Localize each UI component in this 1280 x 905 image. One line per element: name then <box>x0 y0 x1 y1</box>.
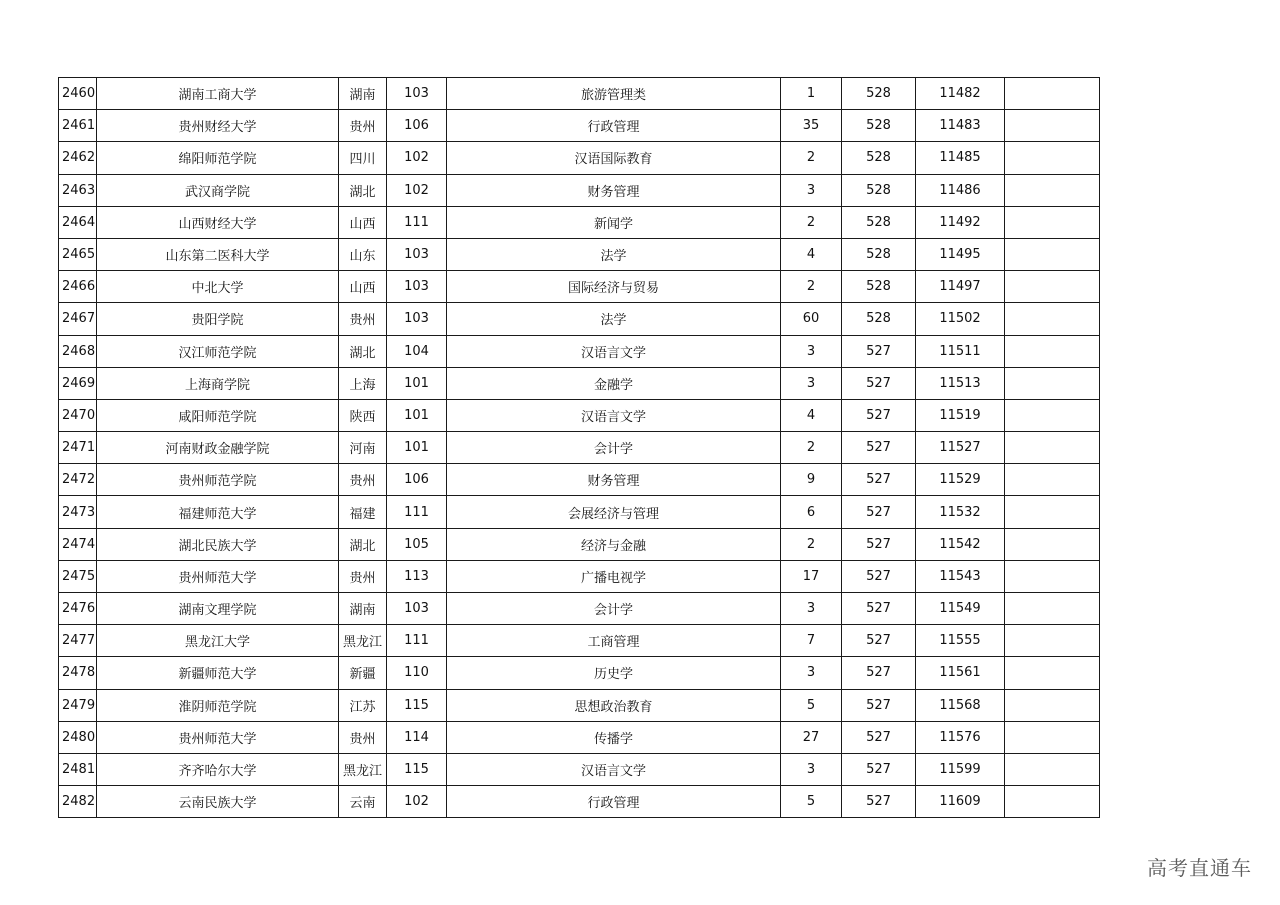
remarks-cell <box>1005 753 1100 785</box>
min-score-cell: 527 <box>842 496 916 528</box>
plan-count-cell: 5 <box>781 786 842 818</box>
min-rank-cell: 11482 <box>916 78 1005 110</box>
plan-count-cell: 3 <box>781 335 842 367</box>
row-number-cell: 2482 <box>59 786 97 818</box>
min-rank-cell: 11532 <box>916 496 1005 528</box>
major-name-cell: 汉语言文学 <box>447 753 781 785</box>
province-cell: 河南 <box>339 432 387 464</box>
row-number-cell: 2466 <box>59 271 97 303</box>
row-number-cell: 2469 <box>59 367 97 399</box>
group-code-cell: 106 <box>387 464 447 496</box>
plan-count-cell: 35 <box>781 110 842 142</box>
remarks-cell <box>1005 367 1100 399</box>
plan-count-cell: 17 <box>781 560 842 592</box>
major-name-cell: 财务管理 <box>447 464 781 496</box>
plan-count-cell: 5 <box>781 689 842 721</box>
min-rank-cell: 11511 <box>916 335 1005 367</box>
plan-count-cell: 3 <box>781 174 842 206</box>
plan-count-cell: 3 <box>781 753 842 785</box>
row-number-cell: 2481 <box>59 753 97 785</box>
table-row <box>59 432 1100 464</box>
remarks-cell <box>1005 174 1100 206</box>
min-rank-cell: 11555 <box>916 625 1005 657</box>
remarks-cell <box>1005 432 1100 464</box>
group-code-cell: 103 <box>387 593 447 625</box>
province-cell: 山东 <box>339 238 387 270</box>
province-cell: 黑龙江 <box>339 625 387 657</box>
major-name-cell: 传播学 <box>447 721 781 753</box>
min-score-cell: 527 <box>842 528 916 560</box>
min-score-cell: 527 <box>842 335 916 367</box>
table-row <box>59 496 1100 528</box>
group-code-cell: 106 <box>387 110 447 142</box>
university-name-cell: 新疆师范大学 <box>97 657 339 689</box>
min-rank-cell: 11519 <box>916 399 1005 431</box>
row-number-cell: 2475 <box>59 560 97 592</box>
min-score-cell: 528 <box>842 110 916 142</box>
table-row <box>59 721 1100 753</box>
table-row <box>59 335 1100 367</box>
min-rank-cell: 11492 <box>916 206 1005 238</box>
min-rank-cell: 11609 <box>916 786 1005 818</box>
university-name-cell: 淮阴师范学院 <box>97 689 339 721</box>
university-name-cell: 贵州财经大学 <box>97 110 339 142</box>
min-rank-cell: 11568 <box>916 689 1005 721</box>
plan-count-cell: 9 <box>781 464 842 496</box>
province-cell: 福建 <box>339 496 387 528</box>
table-row <box>59 303 1100 335</box>
group-code-cell: 115 <box>387 753 447 785</box>
table-row <box>59 271 1100 303</box>
row-number-cell: 2472 <box>59 464 97 496</box>
min-rank-cell: 11576 <box>916 721 1005 753</box>
min-rank-cell: 11527 <box>916 432 1005 464</box>
group-code-cell: 110 <box>387 657 447 689</box>
major-name-cell: 汉语国际教育 <box>447 142 781 174</box>
remarks-cell <box>1005 464 1100 496</box>
university-name-cell: 中北大学 <box>97 271 339 303</box>
table-row <box>59 689 1100 721</box>
group-code-cell: 111 <box>387 625 447 657</box>
remarks-cell <box>1005 206 1100 238</box>
row-number-cell: 2468 <box>59 335 97 367</box>
row-number-cell: 2464 <box>59 206 97 238</box>
min-score-cell: 528 <box>842 303 916 335</box>
table-row <box>59 657 1100 689</box>
row-number-cell: 2465 <box>59 238 97 270</box>
min-rank-cell: 11542 <box>916 528 1005 560</box>
table-row <box>59 528 1100 560</box>
row-number-cell: 2478 <box>59 657 97 689</box>
major-name-cell: 汉语言文学 <box>447 335 781 367</box>
min-rank-cell: 11483 <box>916 110 1005 142</box>
major-name-cell: 行政管理 <box>447 110 781 142</box>
major-name-cell: 广播电视学 <box>447 560 781 592</box>
plan-count-cell: 6 <box>781 496 842 528</box>
province-cell: 新疆 <box>339 657 387 689</box>
min-rank-cell: 11543 <box>916 560 1005 592</box>
row-number-cell: 2467 <box>59 303 97 335</box>
min-rank-cell: 11495 <box>916 238 1005 270</box>
group-code-cell: 103 <box>387 271 447 303</box>
row-number-cell: 2461 <box>59 110 97 142</box>
plan-count-cell: 27 <box>781 721 842 753</box>
min-rank-cell: 11486 <box>916 174 1005 206</box>
university-name-cell: 汉江师范学院 <box>97 335 339 367</box>
plan-count-cell: 3 <box>781 367 842 399</box>
watermark-text: 高考直通车 <box>1147 856 1252 880</box>
major-name-cell: 新闻学 <box>447 206 781 238</box>
min-score-cell: 527 <box>842 721 916 753</box>
min-score-cell: 527 <box>842 560 916 592</box>
min-score-cell: 527 <box>842 464 916 496</box>
group-code-cell: 114 <box>387 721 447 753</box>
min-rank-cell: 11529 <box>916 464 1005 496</box>
min-rank-cell: 11485 <box>916 142 1005 174</box>
university-name-cell: 武汉商学院 <box>97 174 339 206</box>
province-cell: 云南 <box>339 786 387 818</box>
university-name-cell: 黑龙江大学 <box>97 625 339 657</box>
university-name-cell: 湖南工商大学 <box>97 78 339 110</box>
group-code-cell: 102 <box>387 786 447 818</box>
table-row <box>59 399 1100 431</box>
remarks-cell <box>1005 271 1100 303</box>
min-score-cell: 528 <box>842 206 916 238</box>
major-name-cell: 会计学 <box>447 593 781 625</box>
province-cell: 贵州 <box>339 110 387 142</box>
min-score-cell: 527 <box>842 753 916 785</box>
group-code-cell: 101 <box>387 432 447 464</box>
min-score-cell: 527 <box>842 657 916 689</box>
group-code-cell: 101 <box>387 399 447 431</box>
university-name-cell: 贵州师范学院 <box>97 464 339 496</box>
table-row <box>59 110 1100 142</box>
table-row <box>59 786 1100 818</box>
remarks-cell <box>1005 399 1100 431</box>
remarks-cell <box>1005 142 1100 174</box>
major-name-cell: 工商管理 <box>447 625 781 657</box>
admission-score-table <box>58 77 1100 818</box>
remarks-cell <box>1005 78 1100 110</box>
province-cell: 山西 <box>339 271 387 303</box>
table-body <box>59 78 1100 818</box>
university-name-cell: 山东第二医科大学 <box>97 238 339 270</box>
province-cell: 湖北 <box>339 528 387 560</box>
table-row <box>59 593 1100 625</box>
row-number-cell: 2460 <box>59 78 97 110</box>
plan-count-cell: 4 <box>781 399 842 431</box>
province-cell: 上海 <box>339 367 387 399</box>
min-rank-cell: 11561 <box>916 657 1005 689</box>
min-score-cell: 528 <box>842 142 916 174</box>
remarks-cell <box>1005 689 1100 721</box>
plan-count-cell: 3 <box>781 657 842 689</box>
university-name-cell: 贵州师范大学 <box>97 721 339 753</box>
row-number-cell: 2480 <box>59 721 97 753</box>
remarks-cell <box>1005 593 1100 625</box>
province-cell: 贵州 <box>339 303 387 335</box>
remarks-cell <box>1005 625 1100 657</box>
province-cell: 湖北 <box>339 335 387 367</box>
row-number-cell: 2471 <box>59 432 97 464</box>
major-name-cell: 国际经济与贸易 <box>447 271 781 303</box>
min-score-cell: 527 <box>842 399 916 431</box>
plan-count-cell: 2 <box>781 206 842 238</box>
university-name-cell: 贵阳学院 <box>97 303 339 335</box>
remarks-cell <box>1005 110 1100 142</box>
university-name-cell: 上海商学院 <box>97 367 339 399</box>
province-cell: 山西 <box>339 206 387 238</box>
group-code-cell: 102 <box>387 174 447 206</box>
min-score-cell: 527 <box>842 689 916 721</box>
table-row <box>59 464 1100 496</box>
group-code-cell: 111 <box>387 496 447 528</box>
min-score-cell: 528 <box>842 238 916 270</box>
province-cell: 湖南 <box>339 593 387 625</box>
university-name-cell: 山西财经大学 <box>97 206 339 238</box>
province-cell: 江苏 <box>339 689 387 721</box>
group-code-cell: 103 <box>387 78 447 110</box>
remarks-cell <box>1005 238 1100 270</box>
min-score-cell: 527 <box>842 432 916 464</box>
province-cell: 湖北 <box>339 174 387 206</box>
row-number-cell: 2479 <box>59 689 97 721</box>
plan-count-cell: 4 <box>781 238 842 270</box>
plan-count-cell: 60 <box>781 303 842 335</box>
plan-count-cell: 1 <box>781 78 842 110</box>
table-row <box>59 174 1100 206</box>
group-code-cell: 101 <box>387 367 447 399</box>
group-code-cell: 105 <box>387 528 447 560</box>
remarks-cell <box>1005 786 1100 818</box>
province-cell: 贵州 <box>339 721 387 753</box>
province-cell: 贵州 <box>339 464 387 496</box>
plan-count-cell: 3 <box>781 593 842 625</box>
min-score-cell: 527 <box>842 625 916 657</box>
group-code-cell: 103 <box>387 303 447 335</box>
remarks-cell <box>1005 560 1100 592</box>
major-name-cell: 金融学 <box>447 367 781 399</box>
row-number-cell: 2473 <box>59 496 97 528</box>
university-name-cell: 湖南文理学院 <box>97 593 339 625</box>
province-cell: 湖南 <box>339 78 387 110</box>
min-score-cell: 527 <box>842 786 916 818</box>
major-name-cell: 法学 <box>447 303 781 335</box>
row-number-cell: 2462 <box>59 142 97 174</box>
university-name-cell: 齐齐哈尔大学 <box>97 753 339 785</box>
major-name-cell: 行政管理 <box>447 786 781 818</box>
table-row <box>59 625 1100 657</box>
major-name-cell: 历史学 <box>447 657 781 689</box>
group-code-cell: 104 <box>387 335 447 367</box>
group-code-cell: 115 <box>387 689 447 721</box>
group-code-cell: 102 <box>387 142 447 174</box>
min-rank-cell: 11549 <box>916 593 1005 625</box>
province-cell: 四川 <box>339 142 387 174</box>
remarks-cell <box>1005 528 1100 560</box>
major-name-cell: 经济与金融 <box>447 528 781 560</box>
plan-count-cell: 2 <box>781 271 842 303</box>
plan-count-cell: 2 <box>781 528 842 560</box>
university-name-cell: 云南民族大学 <box>97 786 339 818</box>
table-row <box>59 206 1100 238</box>
group-code-cell: 111 <box>387 206 447 238</box>
province-cell: 陕西 <box>339 399 387 431</box>
major-name-cell: 财务管理 <box>447 174 781 206</box>
major-name-cell: 思想政治教育 <box>447 689 781 721</box>
table-row <box>59 367 1100 399</box>
min-score-cell: 527 <box>842 593 916 625</box>
major-name-cell: 汉语言文学 <box>447 399 781 431</box>
province-cell: 贵州 <box>339 560 387 592</box>
plan-count-cell: 2 <box>781 142 842 174</box>
remarks-cell <box>1005 657 1100 689</box>
min-score-cell: 528 <box>842 271 916 303</box>
row-number-cell: 2474 <box>59 528 97 560</box>
table-row <box>59 142 1100 174</box>
min-rank-cell: 11599 <box>916 753 1005 785</box>
major-name-cell: 会展经济与管理 <box>447 496 781 528</box>
row-number-cell: 2476 <box>59 593 97 625</box>
table-row <box>59 560 1100 592</box>
min-score-cell: 528 <box>842 174 916 206</box>
min-rank-cell: 11513 <box>916 367 1005 399</box>
remarks-cell <box>1005 335 1100 367</box>
university-name-cell: 贵州师范大学 <box>97 560 339 592</box>
university-name-cell: 河南财政金融学院 <box>97 432 339 464</box>
major-name-cell: 旅游管理类 <box>447 78 781 110</box>
min-rank-cell: 11502 <box>916 303 1005 335</box>
university-name-cell: 咸阳师范学院 <box>97 399 339 431</box>
min-rank-cell: 11497 <box>916 271 1005 303</box>
group-code-cell: 113 <box>387 560 447 592</box>
plan-count-cell: 7 <box>781 625 842 657</box>
row-number-cell: 2463 <box>59 174 97 206</box>
major-name-cell: 法学 <box>447 238 781 270</box>
table-row <box>59 753 1100 785</box>
university-name-cell: 绵阳师范学院 <box>97 142 339 174</box>
group-code-cell: 103 <box>387 238 447 270</box>
province-cell: 黑龙江 <box>339 753 387 785</box>
min-score-cell: 527 <box>842 367 916 399</box>
row-number-cell: 2477 <box>59 625 97 657</box>
remarks-cell <box>1005 303 1100 335</box>
plan-count-cell: 2 <box>781 432 842 464</box>
remarks-cell <box>1005 496 1100 528</box>
row-number-cell: 2470 <box>59 399 97 431</box>
table-row <box>59 78 1100 110</box>
min-score-cell: 528 <box>842 78 916 110</box>
major-name-cell: 会计学 <box>447 432 781 464</box>
remarks-cell <box>1005 721 1100 753</box>
university-name-cell: 湖北民族大学 <box>97 528 339 560</box>
table-row <box>59 238 1100 270</box>
university-name-cell: 福建师范大学 <box>97 496 339 528</box>
